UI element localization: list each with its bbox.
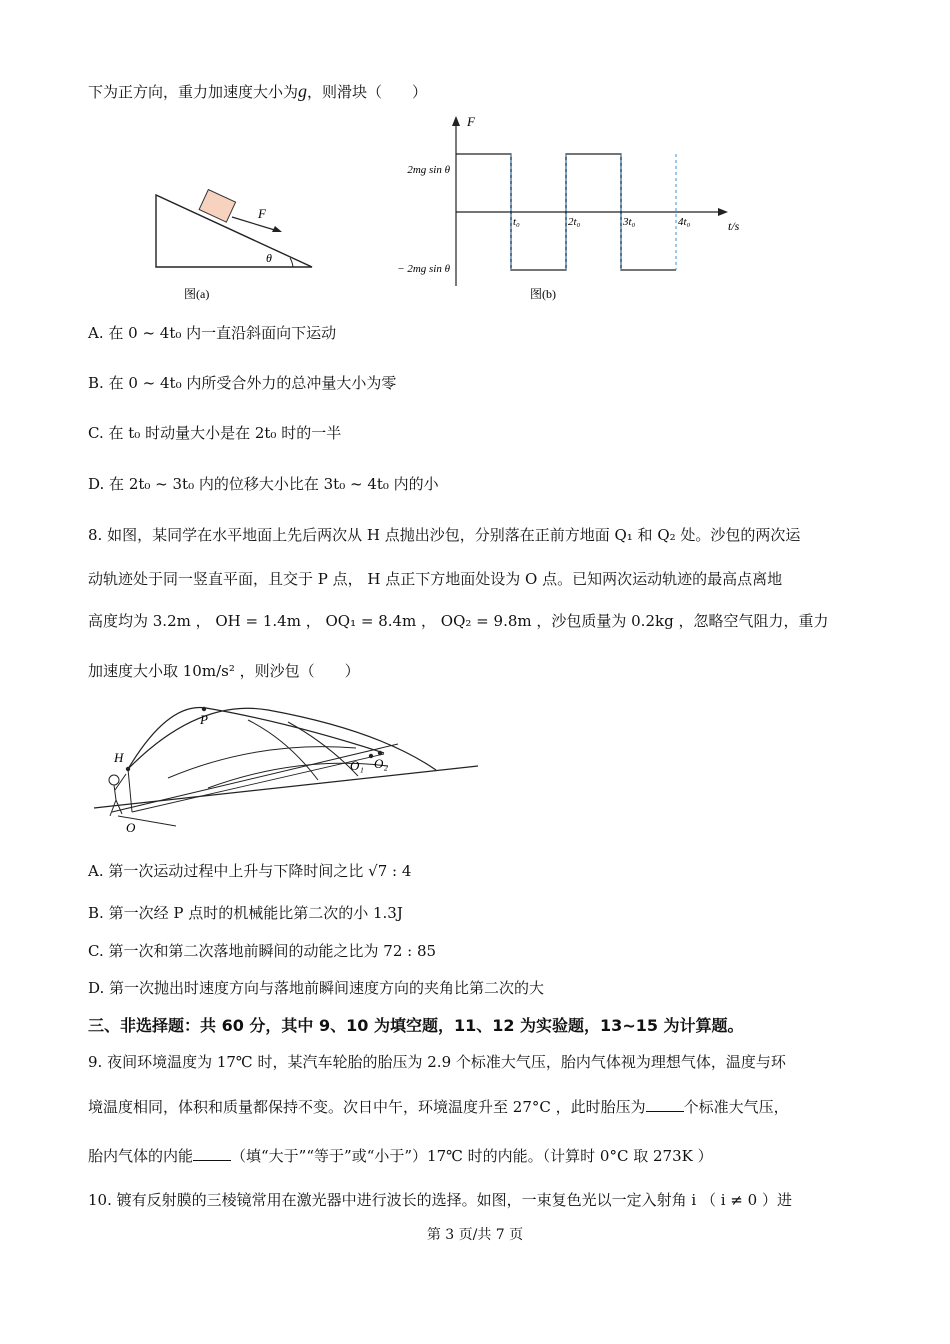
q8-line-2: 动轨迹处于同一竖直平面，且交于 P 点， H 点正下方地面处设为 O 点。已知两次运动轨迹的最高点离地: [88, 570, 783, 588]
x-tick-label-1: t₀: [513, 216, 520, 228]
q8-option-b: B. 第一次经 P 点时的机械能比第二次的小 1.3J: [88, 904, 403, 922]
point-H: [126, 767, 130, 771]
grid-curve-1: [168, 747, 356, 778]
section-heading: 三、非选择题：共 60 分，其中 9、10 为填空题，11、12 为实验题，13~15 为计算题。: [88, 1016, 744, 1035]
angle-label: θ: [266, 251, 272, 265]
point-Q1: [369, 754, 373, 758]
label-Q2: O₂: [374, 756, 388, 771]
x-axis-arrow: [718, 208, 728, 216]
figure-a-caption: 图(a): [184, 287, 210, 301]
q7-option-b: B. 在 0 ~ 4t₀ 内所受合外力的总冲量大小为零: [88, 374, 397, 392]
force-arrow: [232, 217, 278, 231]
q8-option-c: C. 第一次和第二次落地前瞬间的动能之比为 72 : 85: [88, 942, 437, 960]
figure-b-chart: [380, 110, 770, 305]
q7-option-d: D. 在 2t₀ ~ 3t₀ 内的位移大小比在 3t₀ ~ 4t₀ 内的小: [88, 475, 439, 493]
x-tick-label-2: 2t₀: [568, 216, 581, 228]
label-P: P: [200, 712, 208, 727]
guide-line-1: [128, 769, 132, 812]
ground-line: [94, 766, 478, 808]
q8-line-4: 加速度大小取 10m/s² ，则沙包（ ）: [88, 662, 360, 680]
point-Q2: [378, 751, 382, 755]
y-axis-arrow: [452, 116, 460, 126]
guide-line-2: [132, 754, 384, 812]
y-neg-label: − 2mg sin θ: [397, 263, 450, 275]
q8-line-1: 8. 如图，某同学在水平地面上先后两次从 H 点抛出沙包，分别落在正前方地面 Q₁ 和 Q₂ 处。沙包的两次运: [88, 526, 801, 544]
trajectory-2: [128, 708, 436, 770]
q10-line-1: 10. 镀有反射膜的三棱镜常用在激光器中进行波长的选择。如图，一束复色光以一定入射角 i （ i ≠ 0 ）进: [88, 1191, 792, 1209]
q9-line-1: 9. 夜间环境温度为 17℃ 时，某汽车轮胎的胎压为 2.9 个标准大气压，胎内气体视为理想气体，温度与环: [88, 1053, 786, 1071]
force-arrowhead: [272, 226, 282, 232]
q7-option-c: C. 在 t₀ 时动量大小是在 2t₀ 时的一半: [88, 424, 342, 442]
figure-b-caption: 图(b): [530, 287, 556, 301]
q7-intro: 下为正方向，重力加速度大小为g，则滑块（ ）: [88, 81, 428, 101]
trajectory-1: [128, 708, 384, 769]
angle-arc: [290, 258, 293, 267]
q9-blank-1[interactable]: [646, 1097, 684, 1112]
x-tick-label-3: 3t₀: [623, 216, 636, 228]
y-axis-label: F: [467, 114, 475, 129]
q8-option-a: A. 第一次运动过程中上升与下降时间之比 √7 : 4: [88, 862, 412, 880]
label-Q1: O₁: [350, 758, 364, 773]
q8-option-d: D. 第一次抛出时速度方向与落地前瞬间速度方向的夹角比第二次的大: [88, 979, 545, 997]
page-footer: 第 3 页/共 7 页: [426, 1227, 524, 1243]
ground-line-2: [112, 744, 398, 812]
q8-line-3: 高度均为 3.2m ， OH = 1.4m ， OQ₁ = 8.4m ， OQ₂ = 9.8m ，沙包质量为 0.2kg ，忽略空气阻力，重力: [88, 612, 829, 630]
x-tick-label-4: 4t₀: [678, 216, 691, 228]
figure-trajectories: [88, 700, 488, 840]
label-O: O: [126, 820, 136, 835]
x-axis-label: t/s: [728, 219, 740, 233]
q9-line-3: 胎内气体的内能 （填“大于”“等于”或“小于”）17℃ 时的内能。（计算时 0°C 取 273K ）: [88, 1147, 713, 1165]
figure-a-incline: [140, 185, 330, 305]
force-label: F: [258, 206, 266, 221]
y-pos-label: 2mg sin θ: [407, 164, 450, 176]
q9-line-2: 境温度相同，体积和质量都保持不变。次日中午，环境温度升至 27°C ，此时胎压为 个标准大气压，: [88, 1098, 789, 1116]
label-H: H: [114, 750, 124, 765]
q7-option-a: A. 在 0 ~ 4t₀ 内一直沿斜面向下运动: [88, 324, 337, 342]
point-P: [202, 707, 206, 711]
q9-blank-2[interactable]: [193, 1146, 231, 1161]
